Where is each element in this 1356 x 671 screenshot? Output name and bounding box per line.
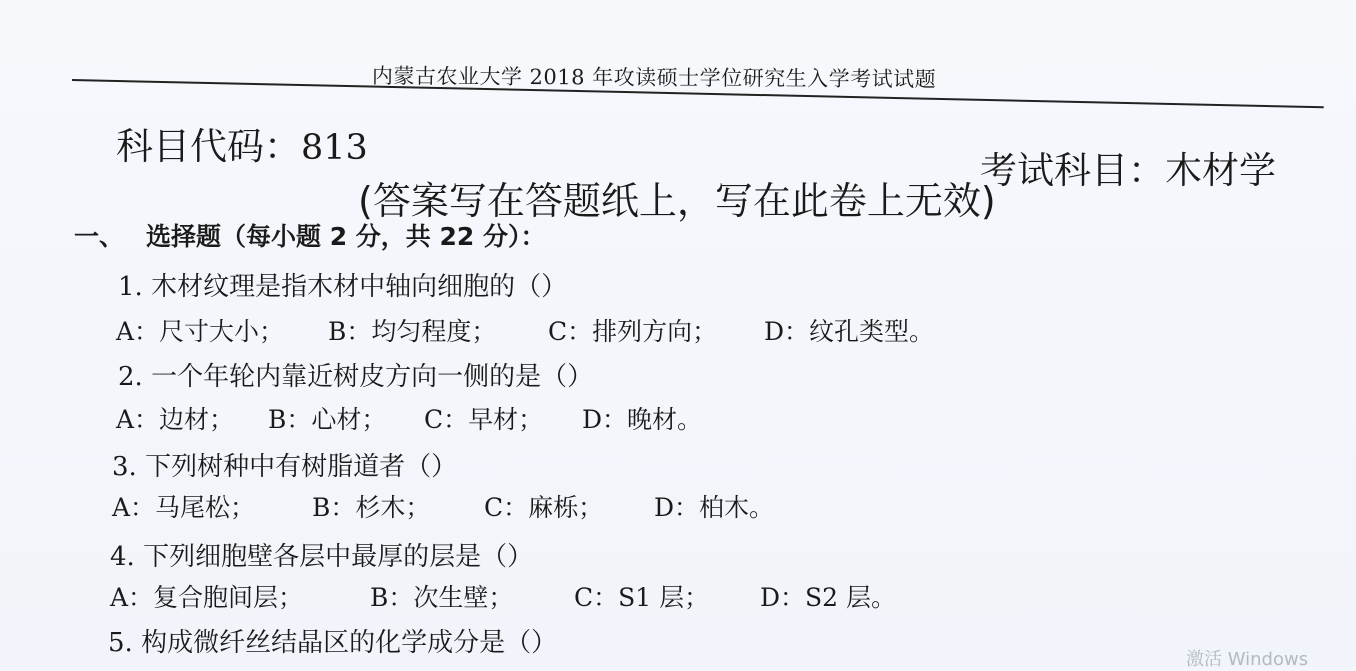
option-d: D：纹孔类型。 bbox=[764, 317, 935, 346]
option-b: B：杉木； bbox=[312, 493, 431, 522]
option-a: A：马尾松； bbox=[112, 493, 256, 522]
question-stem: 2. 一个年轮内靠近树皮方向一侧的是（） bbox=[118, 362, 594, 392]
option-a: A：边材； bbox=[116, 405, 235, 434]
subject-code bbox=[116, 116, 368, 170]
question-options bbox=[116, 400, 702, 436]
activate-windows-watermark: 激活 Windows bbox=[1186, 649, 1309, 670]
option-a: A：尺寸大小； bbox=[116, 317, 285, 346]
option-c: C：麻栎； bbox=[484, 493, 604, 522]
option-c: C：早材； bbox=[424, 405, 544, 434]
option-c: C：排列方向； bbox=[548, 317, 718, 346]
option-d: D：晚材。 bbox=[582, 405, 703, 434]
question-options bbox=[110, 578, 896, 614]
exam-subject-label: 考试科目： bbox=[980, 149, 1165, 192]
question-stem: 5. 构成微纤丝结晶区的化学成分是（） bbox=[108, 628, 558, 658]
answer-notice: (答案写在答题纸上，写在此卷上无效) bbox=[358, 179, 996, 223]
section-title: 选择题（每小题 2 分，共 22 分）： bbox=[146, 222, 546, 251]
exam-subject bbox=[980, 140, 1276, 194]
option-a: A：复合胞间层； bbox=[110, 583, 304, 612]
option-c: C：S1 层； bbox=[574, 583, 710, 612]
option-d: D：柏木。 bbox=[654, 493, 775, 522]
question-stem: 1. 木材纹理是指木材中轴向细胞的（） bbox=[118, 272, 568, 302]
subject-code-value: 813 bbox=[301, 128, 368, 168]
exam-header-title: 内蒙古农业大学 2018 年攻读硕士学位研究生入学考试试题 bbox=[371, 63, 937, 92]
option-b: B：均匀程度； bbox=[328, 317, 497, 346]
option-b: B：次生壁； bbox=[370, 583, 514, 612]
section-number: 一、 bbox=[74, 222, 125, 251]
option-d: D：S2 层。 bbox=[760, 583, 897, 612]
subject-code-label: 科目代码： bbox=[116, 125, 301, 168]
question-options bbox=[116, 312, 934, 348]
option-b: B：心材； bbox=[268, 405, 387, 434]
section-heading bbox=[74, 217, 546, 253]
question-stem: 4. 下列细胞壁各层中最厚的层是（） bbox=[110, 542, 534, 572]
exam-subject-value: 木材学 bbox=[1165, 149, 1276, 192]
question-stem: 3. 下列树种中有树脂道者（） bbox=[112, 452, 458, 482]
question-options bbox=[112, 488, 774, 524]
